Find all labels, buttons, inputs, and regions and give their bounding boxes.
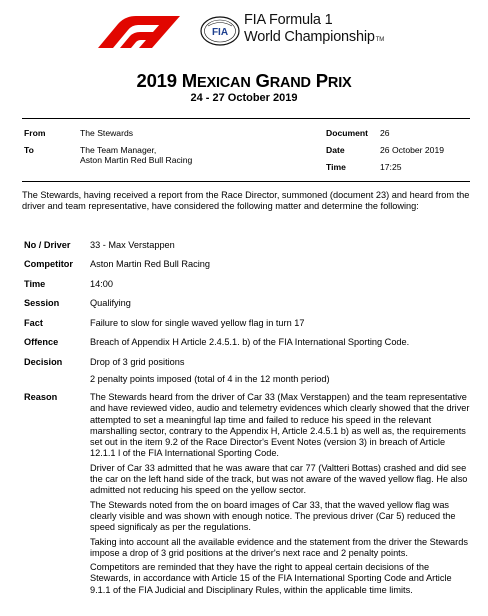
brand-line-2-text: World Championship xyxy=(244,29,375,45)
event-dates: 24 - 27 October 2019 xyxy=(190,92,298,104)
driver-value: 33 - Max Verstappen xyxy=(90,240,175,250)
title-part: RIX xyxy=(327,75,352,91)
date-label: Date xyxy=(326,145,345,155)
time-row-value: 14:00 xyxy=(90,279,113,289)
reason-paragraph-2: Driver of Car 33 admitted that he was aware that car 77 (Valtteri Bottas) crashed and did see the car on the left hand side of the track, but was not aware of the waved yellow flag. He also admitted not reducing his speed on the yellow sector. xyxy=(90,462,468,496)
fact-value: Failure to slow for single waved yellow flag in turn 17 xyxy=(90,318,305,328)
session-label: Session xyxy=(24,298,60,308)
title-part: 2019 M xyxy=(136,70,197,91)
f1-logo xyxy=(96,10,196,50)
reason-paragraph-1: The Stewards heard from the driver of Car 33 (Max Verstappen) and the team representative and have reviewed video, audio and telemetry evidences which clearly showed that the driver attempted to set a meaningful lap time and failed to reduce his speed in the relevant marshalling sector, contrary to the Appendix H, Article 2.4.5.1 b) as well as, the requirements set out in the item 9.2 of the Race Director's Event Notes (version 3) in breach of Article 12.1.1 l of the FIA International Sporting Code. xyxy=(90,392,470,459)
reason-body xyxy=(90,392,470,599)
brand-line-2 xyxy=(244,29,384,49)
time-label: Time xyxy=(326,162,346,172)
offence-value: Breach of Appendix H Article 2.4.5.1. b) of the FIA International Sporting Code. xyxy=(90,337,410,347)
decision-label: Decision xyxy=(24,357,63,367)
time-row-label: Time xyxy=(24,279,46,289)
divider-top xyxy=(22,118,470,119)
document-value: 26 xyxy=(380,128,390,138)
fia-logo-text: FIA xyxy=(211,27,229,38)
reason-label: Reason xyxy=(24,392,58,402)
title-part: P xyxy=(310,70,328,91)
to-value-2: Aston Martin Red Bull Racing xyxy=(80,155,193,165)
title-part: G xyxy=(250,70,270,91)
decision-value-1: Drop of 3 grid positions xyxy=(90,357,185,367)
championship-wordmark xyxy=(244,12,384,49)
driver-label: No / Driver xyxy=(24,240,71,250)
trademark-mark: TM xyxy=(375,37,384,43)
divider-bottom xyxy=(22,181,470,182)
reason-paragraph-5: Competitors are reminded that they have the right to appeal certain decisions of the Stewards, in accordance with Article 15 of the FIA International Sporting Code and Article 9.1.1 of the FIA Judicial and Disciplinary Rules, within the applicable time limits. xyxy=(90,562,452,595)
reason-paragraph-4: Taking into account all the available evidence and the statement from the driver the Stewards impose a drop of 3 grid positions at the driver's next race and 2 penalty points. xyxy=(90,536,468,558)
document-label: Document xyxy=(326,128,369,138)
intro-paragraph: The Stewards, having received a report from the Race Director, summoned (document 23) and heard from the driver and team representative, have considered the following matter and determine the following: xyxy=(22,190,470,212)
to-label: To xyxy=(24,145,34,155)
competitor-label: Competitor xyxy=(24,259,73,269)
title-part: RAND xyxy=(269,75,311,91)
from-value: The Stewards xyxy=(80,128,134,138)
title-part: EXICAN xyxy=(197,75,251,91)
date-value: 26 October 2019 xyxy=(380,145,445,155)
session-value: Qualifying xyxy=(90,298,131,308)
decision-value-2: 2 penalty points imposed (total of 4 in the 12 month period) xyxy=(90,374,330,384)
offence-label: Offence xyxy=(24,337,59,347)
from-label: From xyxy=(24,128,46,138)
brand-line-1: FIA Formula 1 xyxy=(244,12,333,28)
reason-paragraph-3: The Stewards noted from the on board images of Car 33, that the waved yellow flag was clearly visible and was shown with enough notice. The previous driver (Car 5) reduced the speed significaly as per the regulations. xyxy=(90,499,456,533)
document-title xyxy=(0,70,488,92)
to-value-1: The Team Manager, xyxy=(80,145,157,155)
competitor-value: Aston Martin Red Bull Racing xyxy=(90,259,211,269)
fact-label: Fact xyxy=(24,318,43,328)
fia-logo xyxy=(200,16,240,46)
time-value: 17:25 xyxy=(380,162,402,172)
